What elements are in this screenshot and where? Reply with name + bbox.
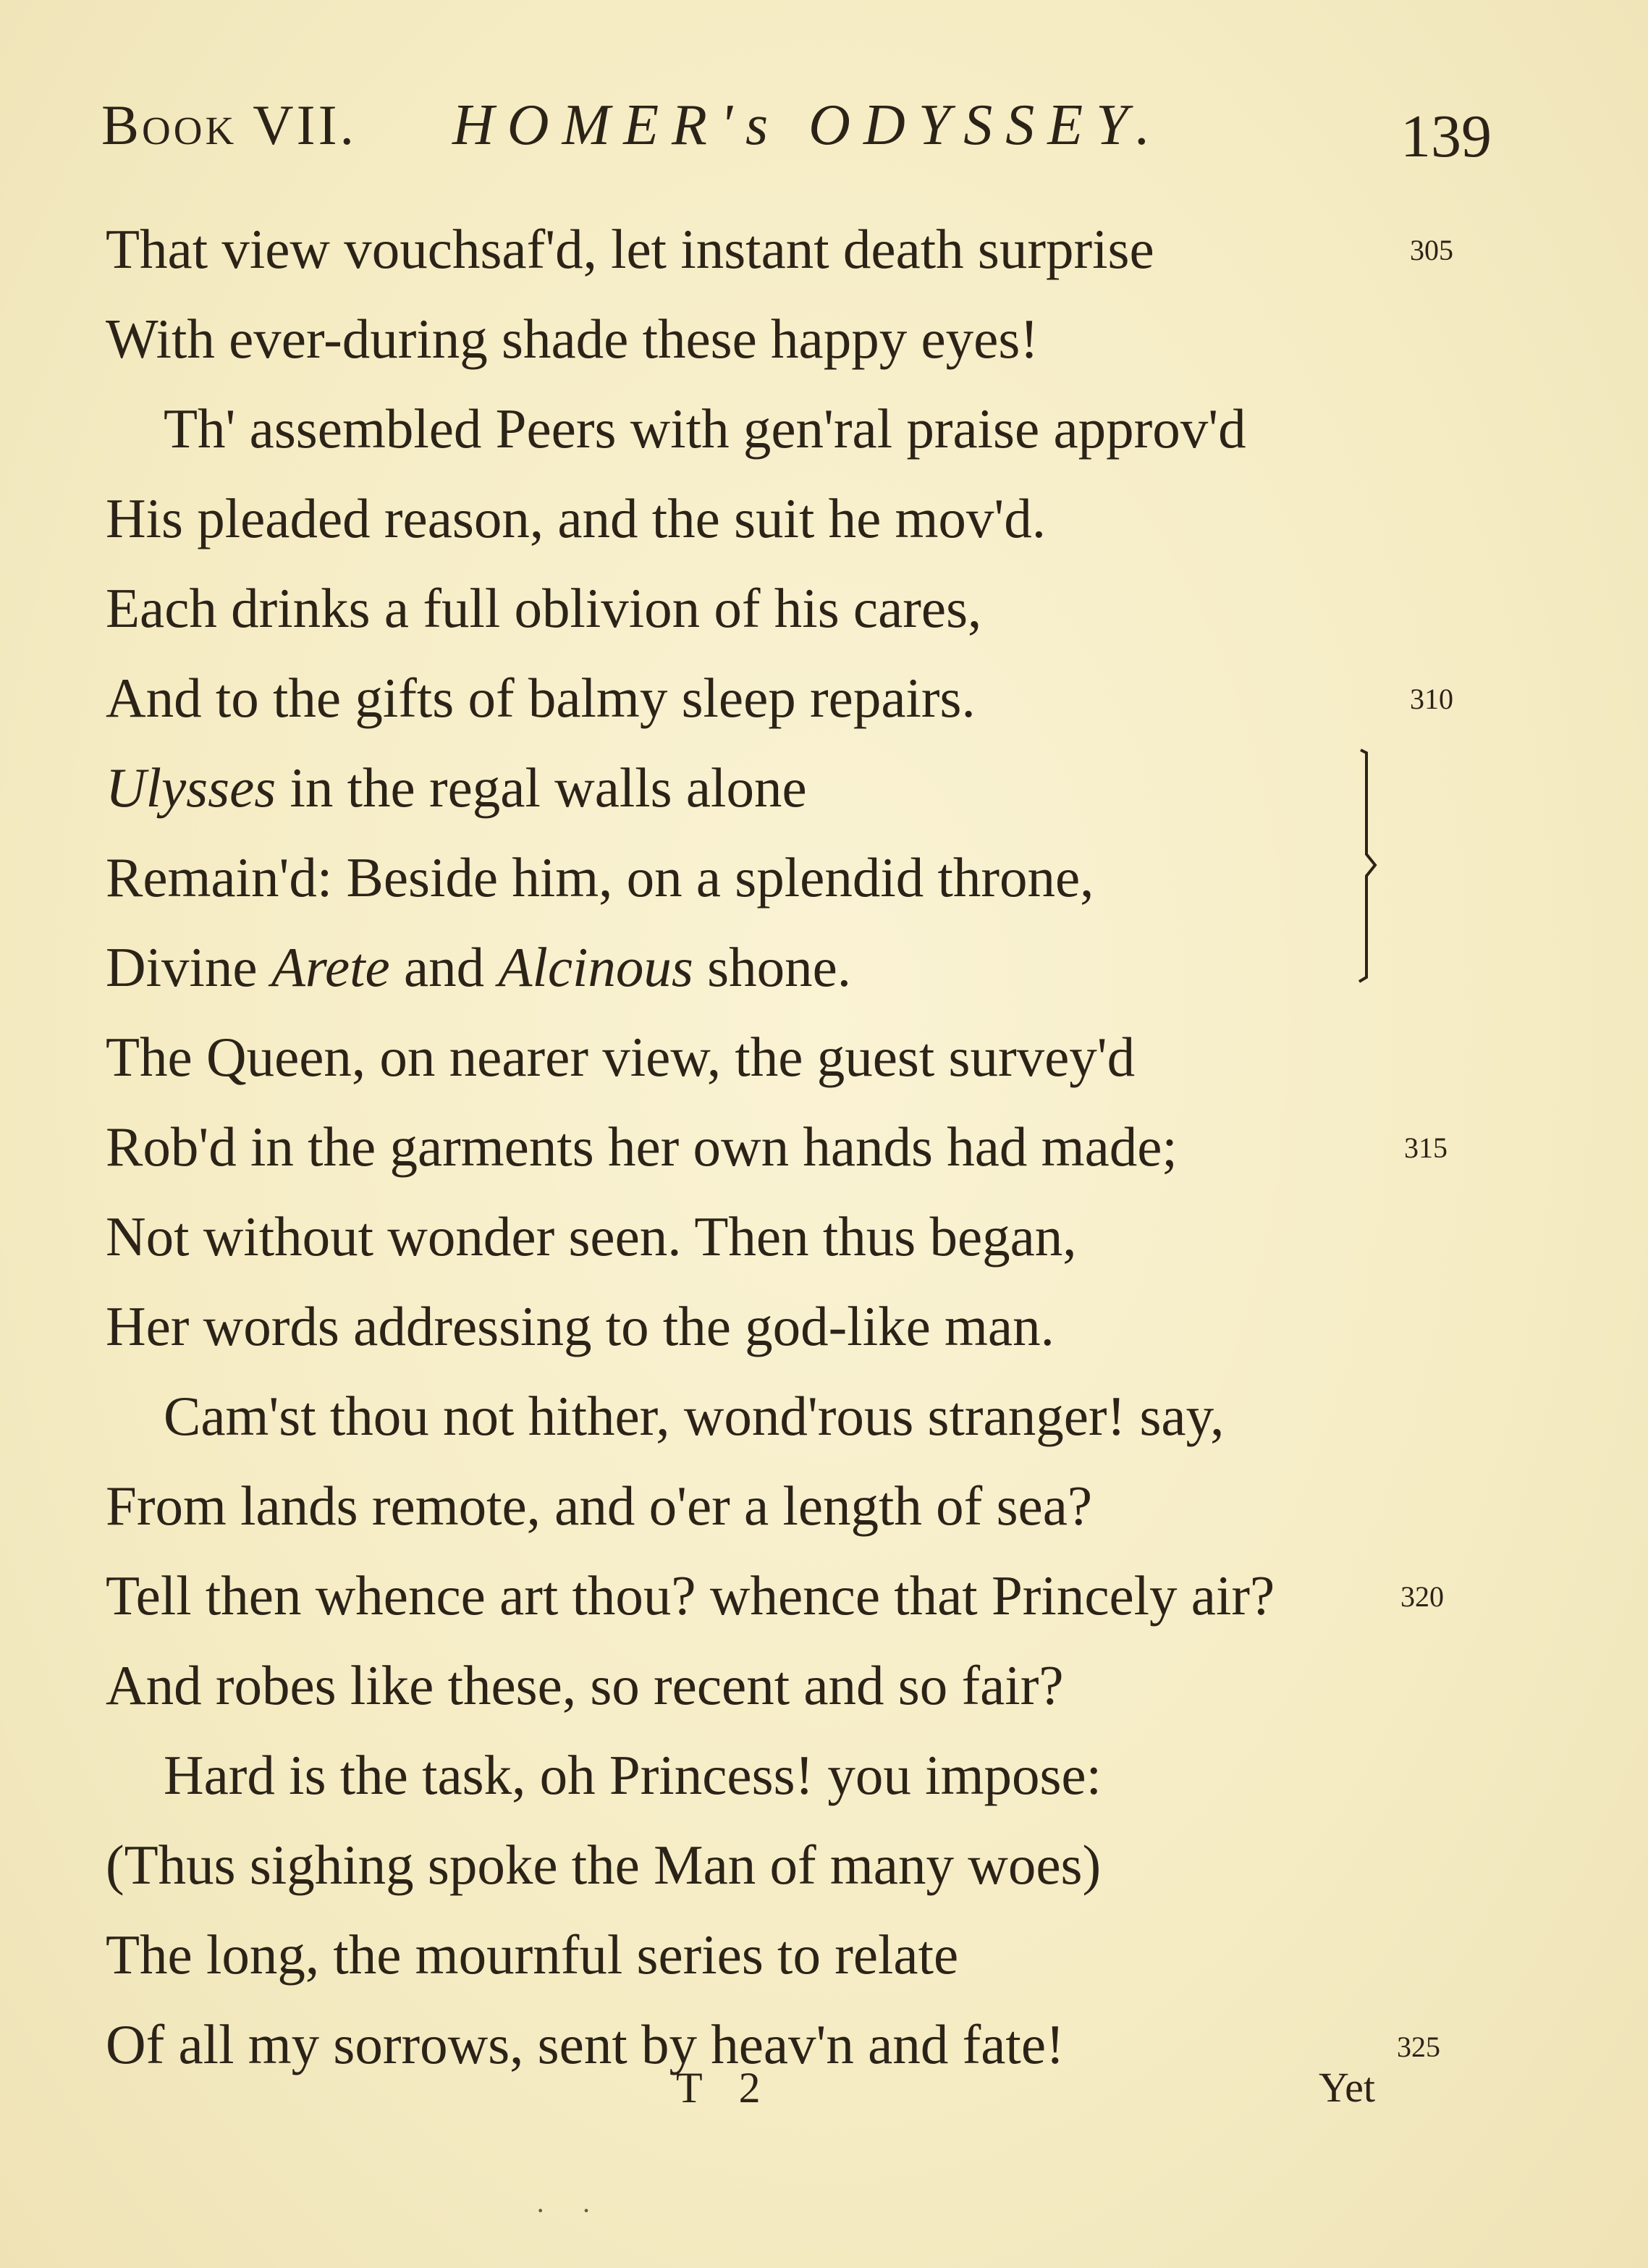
verse-line-part: shone. [693,936,852,998]
verse-line-arete [106,922,851,1012]
verse-line-ulysses [106,743,807,832]
verse-line: Rob'd in the garments her own hands had made; [106,1116,1178,1178]
verse-line-part: Divine [106,936,271,998]
page-specks: · · [536,2194,606,2227]
verse-line: And robes like these, so recent and so fair? [106,1654,1064,1716]
verse-line: And to the gifts of balmy sleep repairs. [106,667,976,729]
verse-line: (Thus sighing spoke the Man of many woes) [106,1834,1102,1896]
verse-line: From lands remote, and o'er a length of sea? [106,1475,1093,1537]
verse-line-rest: in the regal walls alone [276,756,807,819]
name-ulysses: Ulysses [106,756,276,819]
name-alcinous: Alcinous [498,936,693,998]
line-number: 325 [1397,2031,1440,2063]
page-number: 139 [1400,103,1492,170]
verse-line: That view vouchsaf'd, let instant death surprise [106,218,1154,280]
running-title: HOMER's ODYSSEY. [452,93,1164,157]
verse-line: Cam'st thou not hither, wond'rous stranger! say, [164,1385,1225,1447]
book-label: Book VII. [101,93,358,156]
verse-line: With ever-during shade these happy eyes! [106,308,1039,370]
name-arete: Arete [271,936,390,998]
line-number: 310 [1410,683,1453,715]
verse-line: Each drinks a full oblivion of his cares, [106,577,982,639]
verse-line: Th' assembled Peers with gen'ral praise approv'd [164,397,1246,460]
triplet-brace-icon [1339,746,1382,985]
verse-line: Remain'd: Beside him, on a splendid throne, [106,846,1094,909]
line-number: 320 [1400,1580,1444,1613]
signature-mark: T 2 [676,2064,774,2112]
verse-line: Hard is the task, oh Princess! you impose: [164,1744,1102,1806]
catchword: Yet [1319,2064,1375,2111]
verse-line: Tell then whence art thou? whence that Princely air? [106,1564,1275,1627]
verse-line: Of all my sorrows, sent by heav'n and fate! [106,2013,1065,2075]
line-number: 315 [1404,1131,1448,1164]
running-header [0,93,1648,172]
line-number: 305 [1410,234,1453,266]
verse-line: The Queen, on nearer view, the guest survey'd [106,1026,1136,1088]
verse-line: Her words addressing to the god-like man. [106,1295,1055,1357]
verse-line: His pleaded reason, and the suit he mov'd. [106,487,1047,549]
verse-line-part: and [389,936,499,998]
verse-line: Not without wonder seen. Then thus began, [106,1205,1077,1268]
verse-line: The long, the mournful series to relate [106,1923,959,1986]
